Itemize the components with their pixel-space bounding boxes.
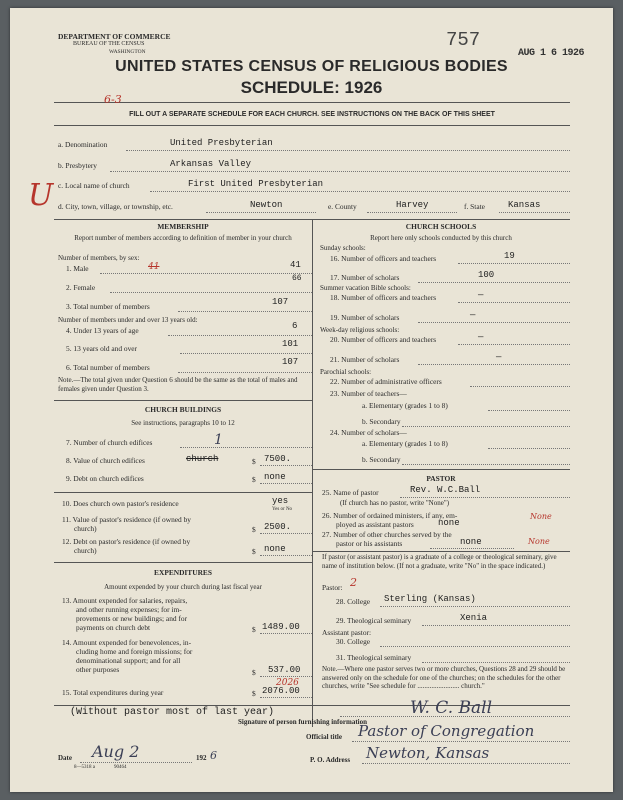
q13-label-3: provements or new buildings; and for bbox=[76, 614, 188, 623]
graduate-note: If pastor (or assistant pastor) is a graduate of a college or theological seminary, give name of institution below. (If not a graduate, write "No" in the space indicated.) bbox=[322, 553, 557, 570]
q13-label-4: payments on church debt bbox=[76, 623, 151, 632]
signature-caption: Signature of person furnishing information bbox=[238, 718, 367, 726]
q25-note: (If church has no pastor, write "None") bbox=[340, 499, 450, 507]
q8-dollar: $ bbox=[252, 457, 256, 466]
year-digit: 6 bbox=[210, 749, 217, 762]
q21-value: — bbox=[496, 352, 502, 362]
schools-heading: CHURCH SCHOOLS bbox=[405, 222, 477, 231]
q26-label-2: ployed as assistant pastors bbox=[336, 520, 414, 529]
q14-label-2: cluding home and foreign missions; for bbox=[76, 647, 193, 656]
yes-no-caption: Yes or No bbox=[272, 507, 293, 512]
po-address-value: Newton, Kansas bbox=[366, 744, 490, 762]
q1-male-value: 41 bbox=[290, 260, 301, 270]
q3-total-value: 107 bbox=[272, 297, 289, 307]
date-label: Date bbox=[58, 754, 72, 762]
q28-label: 28. College bbox=[336, 597, 371, 606]
census-schedule-sheet bbox=[10, 8, 613, 792]
members-by-sex-label: Number of members, by sex: bbox=[58, 254, 140, 262]
county-label: e. County bbox=[328, 202, 357, 211]
q14-label-4: other purposes bbox=[76, 665, 120, 674]
q13-label-1: 13. Amount expended for salaries, repairs, bbox=[62, 596, 188, 605]
q29-label: 29. Theological seminary bbox=[336, 616, 412, 625]
q27-red-annotation: None bbox=[528, 537, 550, 546]
q12-label-2: church) bbox=[74, 546, 97, 555]
q9-dollar: $ bbox=[252, 475, 256, 484]
denomination-value: United Presbyterian bbox=[170, 138, 273, 148]
q12-label-1: 12. Debt on pastor's residence (if owned by bbox=[62, 537, 191, 546]
members-by-age-label: Number of members under and over 13 years old: bbox=[58, 316, 198, 324]
membership-note: Note.—The total given under Question 6 should be the same as the total of males and females given under Question 3. bbox=[58, 376, 298, 393]
q2-female-label: 2. Female bbox=[66, 283, 96, 292]
q14-value: 537.00 bbox=[268, 665, 301, 675]
pastor-note: Note.—Where one pastor serves two or more churches, Questions 28 and 29 should be answered only on the schedule for one of the churches; on the schedules for the other churches, write "See schedule for ........................ church." bbox=[322, 665, 566, 690]
schedule-title: SCHEDULE: 1926 bbox=[240, 78, 383, 97]
q12-dollar: $ bbox=[252, 547, 256, 556]
q27-label-1: 27. Number of other churches served by the bbox=[322, 530, 452, 539]
q6-total-value: 107 bbox=[282, 357, 299, 367]
county-value: Harvey bbox=[396, 200, 429, 210]
q19-value: — bbox=[470, 310, 476, 320]
q9-value: none bbox=[264, 472, 286, 482]
q24b-label: b. Secondary bbox=[362, 455, 401, 464]
form-code: 90464 bbox=[114, 765, 127, 770]
official-title-value: Pastor of Congregation bbox=[358, 722, 535, 740]
q13-dollar: $ bbox=[252, 625, 256, 634]
q11-label-2: church) bbox=[74, 524, 97, 533]
q8-value-label: 8. Value of church edifices bbox=[66, 456, 145, 465]
q15-total-label: 15. Total expenditures during year bbox=[62, 688, 164, 697]
q14-label-3: denominational support; and for all bbox=[76, 656, 181, 665]
q8-value: 7500. bbox=[264, 454, 292, 464]
red-u-mark: U bbox=[28, 178, 54, 213]
pastor-heading: PASTOR bbox=[426, 474, 456, 483]
q15-red-annotation: 2026 bbox=[276, 678, 299, 688]
denomination-label: a. Denomination bbox=[58, 140, 108, 149]
q9-debt-label: 9. Debt on church edifices bbox=[66, 474, 144, 483]
q3-total-label: 3. Total number of members bbox=[66, 302, 150, 311]
q26-value: none bbox=[438, 518, 460, 528]
form-title: UNITED STATES CENSUS OF RELIGIOUS BODIES bbox=[115, 58, 508, 75]
assistant-pastor-label: Assistant pastor: bbox=[322, 628, 372, 637]
q30-label: 30. College bbox=[336, 637, 371, 646]
q13-value: 1489.00 bbox=[262, 622, 300, 632]
sunday-schools-label: Sunday schools: bbox=[320, 244, 366, 252]
q20-label: 20. Number of officers and teachers bbox=[330, 335, 437, 344]
q10-residence-value: yes bbox=[272, 496, 289, 506]
q17-label: 17. Number of scholars bbox=[330, 273, 400, 282]
q2-female-value: 66 bbox=[292, 274, 302, 283]
q5-over-13-value: 101 bbox=[282, 339, 299, 349]
red-annotation: 6-3 bbox=[104, 93, 122, 106]
q31-label: 31. Theological seminary bbox=[336, 653, 412, 662]
q28-college-value: Sterling (Kansas) bbox=[384, 594, 476, 604]
q29-seminary-value: Xenia bbox=[460, 613, 488, 623]
q19-label: 19. Number of scholars bbox=[330, 313, 400, 322]
local-name-value: First United Presbyterian bbox=[188, 179, 324, 189]
year-prefix: 192 bbox=[196, 754, 207, 762]
received-date-stamp: AUG 1 6 1926 bbox=[518, 48, 585, 59]
presbytery-value: Arkansas Valley bbox=[170, 159, 252, 169]
q26-label-1: 26. Number of ordained ministers, if any, em- bbox=[322, 511, 458, 520]
city-label: d. City, town, village, or township, etc. bbox=[58, 202, 173, 211]
q15-total-value: 2076.00 bbox=[262, 686, 300, 696]
q11-value: 2500. bbox=[264, 522, 292, 532]
q25-pastor-name: Rev. W.C.Ball bbox=[410, 485, 481, 495]
q11-label-1: 11. Value of pastor's residence (if owned by bbox=[62, 515, 191, 524]
q23b-label: b. Secondary bbox=[362, 417, 401, 426]
q27-value: none bbox=[460, 537, 482, 547]
q24-label: 24. Number of scholars— bbox=[330, 428, 407, 437]
q12-value: none bbox=[264, 544, 286, 554]
date-value: Aug 2 bbox=[92, 742, 140, 761]
bureau-city: WASHINGTON bbox=[109, 49, 146, 55]
q11-dollar: $ bbox=[252, 525, 256, 534]
local-name-label: c. Local name of church bbox=[58, 181, 130, 190]
department-name: DEPARTMENT OF COMMERCE bbox=[58, 32, 171, 41]
bureau-name: BUREAU OF THE CENSUS bbox=[73, 41, 145, 47]
expenditures-intro: Amount expended by your church during last fiscal year bbox=[104, 583, 262, 591]
presbytery-label: b. Presbytery bbox=[58, 161, 97, 170]
schedule-number: 757 bbox=[446, 29, 481, 51]
membership-intro: Report number of members according to definition of member in your church bbox=[74, 234, 292, 242]
summer-schools-label: Summer vacation Bible schools: bbox=[320, 284, 411, 292]
q4-under-13-value: 6 bbox=[292, 321, 298, 331]
q13-label-2: and other running expenses; for im- bbox=[76, 605, 182, 614]
official-title-label: Official title bbox=[306, 733, 342, 741]
q10-residence-label: 10. Does church own pastor's residence bbox=[62, 499, 179, 508]
expenditures-heading: EXPENDITURES bbox=[154, 568, 212, 577]
without-pastor-note: (Without pastor most of last year) bbox=[70, 707, 275, 718]
q14-dollar: $ bbox=[252, 668, 256, 677]
q1-struck-value: 41 bbox=[148, 262, 160, 272]
q24a-label: a. Elementary (grades 1 to 8) bbox=[362, 439, 448, 448]
buildings-heading: CHURCH BUILDINGS bbox=[144, 405, 222, 414]
q21-label: 21. Number of scholars bbox=[330, 355, 400, 364]
q16-label: 16. Number of officers and teachers bbox=[330, 254, 437, 263]
q6-total-label: 6. Total number of members bbox=[66, 363, 150, 372]
po-address-label: P. O. Address bbox=[310, 756, 351, 764]
q17-value: 100 bbox=[478, 270, 495, 280]
schools-intro: Report here only schools conducted by this church bbox=[370, 234, 512, 242]
q14-label-1: 14. Amount expended for benevolences, in- bbox=[62, 638, 192, 647]
q8-struck-value: church bbox=[186, 454, 219, 464]
instruction-line: FILL OUT A SEPARATE SCHEDULE FOR EACH CHURCH. SEE INSTRUCTIONS ON THE BACK OF THIS SHEET bbox=[129, 111, 495, 118]
q1-male-label: 1. Male bbox=[66, 264, 89, 273]
q15-dollar: $ bbox=[252, 689, 256, 698]
membership-heading: MEMBERSHIP bbox=[157, 222, 209, 231]
q20-value: — bbox=[478, 332, 484, 342]
weekday-schools-label: Week-day religious schools: bbox=[320, 326, 400, 334]
pastor-subsection-label: Pastor: bbox=[322, 583, 343, 592]
q27-label-2: pastor or his assistants bbox=[336, 539, 403, 548]
state-value: Kansas bbox=[508, 200, 541, 210]
pastor-red-mark: 2 bbox=[350, 576, 357, 589]
q25-label: 25. Name of pastor bbox=[322, 488, 379, 497]
q16-value: 19 bbox=[504, 251, 515, 261]
q18-value: — bbox=[478, 290, 484, 300]
state-label: f. State bbox=[464, 202, 485, 211]
buildings-instructions: See instructions, paragraphs 10 to 12 bbox=[131, 419, 235, 427]
form-number: 8—5318 a bbox=[74, 765, 95, 770]
signature-name: W. C. Ball bbox=[410, 698, 493, 718]
q23-label: 23. Number of teachers— bbox=[330, 389, 407, 398]
q5-over-13-label: 5. 13 years old and over bbox=[66, 344, 138, 353]
q7-edifices-label: 7. Number of church edifices bbox=[66, 438, 153, 447]
q23a-label: a. Elementary (grades 1 to 8) bbox=[362, 401, 448, 410]
parochial-schools-label: Parochial schools: bbox=[320, 368, 372, 376]
q26-red-annotation: None bbox=[530, 512, 552, 521]
q18-label: 18. Number of officers and teachers bbox=[330, 293, 437, 302]
q4-under-13-label: 4. Under 13 years of age bbox=[66, 326, 139, 335]
city-value: Newton bbox=[250, 200, 283, 210]
q22-label: 22. Number of administrative officers bbox=[330, 377, 442, 386]
q7-edifices-value: 1 bbox=[214, 432, 223, 448]
